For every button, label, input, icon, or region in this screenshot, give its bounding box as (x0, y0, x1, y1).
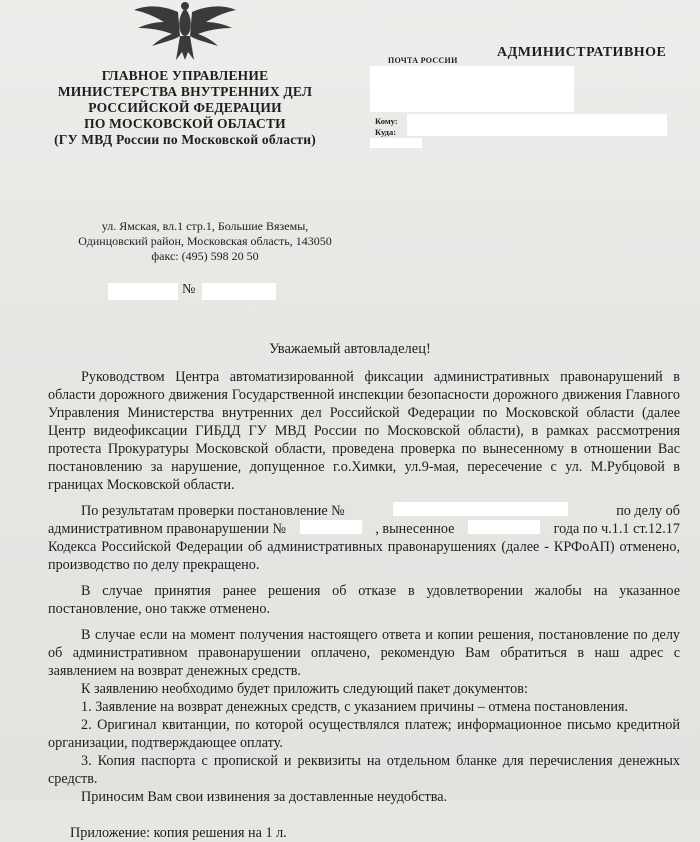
org-line: ГЛАВНОЕ УПРАВЛЕНИЕ (101, 68, 269, 83)
redacted-block (108, 283, 178, 300)
paragraph-line (48, 502, 680, 520)
org-line: ПО МОСКОВСКОЙ ОБЛАСТИ (84, 116, 286, 131)
paragraph: К заявлению необходимо будет приложить следующий пакет документов: (81, 681, 528, 697)
eagle-emblem-icon (120, 0, 250, 62)
paragraph-text: года по ч.1.1 ст.12.17 (553, 521, 680, 537)
list-item: 1. Заявление на возврат денежных средств, с указанием причины – отмена постановления. (81, 699, 629, 715)
list-item: 2. Оригинал квитанции, по которой осуществлялся платеж; информационное письмо кредитной организации, подтверждающее оплату. (48, 717, 680, 751)
attachment-note: Приложение: копия решения на 1 л. (70, 825, 287, 841)
paragraph: Кодекса Российской Федерации об административных правонарушениях (далее - КРФоАП) отменено, производство по делу прекращено. (48, 539, 680, 573)
to-label: Кому: (375, 116, 398, 126)
document-number-sign: № (182, 282, 196, 297)
paragraph-text: по делу об (616, 503, 680, 519)
organization-name (30, 68, 340, 148)
paragraph: Руководством Центра автоматизированной фиксации административных правонарушений в области дорожного движения Государственной инспекции безопасности дорожного движения Главного Управления Министерства внутренних дел Российской Федерации по Московской области (далее Центр видеофиксации ГИБДД ГУ МВД России по Московской области), в рамках рассмотрения протеста Прокуратуры Московской области, проведена проверка по вынесенному в отношении Вас постановлению за нарушение, допущенное г.о.Химки, ул.9-мая, пересечение с ул. М.Рубцовой в границах Московской области. (48, 369, 680, 493)
address-line: Одинцовский район, Московская область, 143050 (78, 234, 332, 248)
letter-body (48, 368, 680, 842)
redacted-block (393, 502, 568, 516)
where-label: Куда: (375, 127, 397, 137)
organization-address (60, 219, 350, 264)
org-line: (ГУ МВД России по Московской области) (54, 132, 316, 147)
list-item: 3. Копия паспорта с пропиской и реквизиты на отдельном бланке для перечисления денежных средств. (48, 753, 680, 787)
fax-line: факс: (495) 598 20 50 (151, 249, 259, 263)
redacted-block (370, 138, 422, 148)
redacted-block (300, 520, 362, 534)
mail-category: АДМИНИСТРАТИВНОЕ (497, 45, 667, 60)
redacted-block (202, 283, 276, 300)
paragraph: В случае принятия ранее решения об отказе в удовлетворении жалобы на указанное постановление, оно также отменено. (48, 583, 680, 617)
redacted-block (407, 114, 667, 136)
address-line: ул. Ямская, вл.1 стр.1, Большие Вяземы, (101, 219, 309, 233)
redacted-block (468, 520, 540, 534)
paragraph-text: По результатам проверки постановление № (81, 503, 345, 519)
apology: Приносим Вам свои извинения за доставленные неудобства. (81, 789, 448, 805)
paragraph: В случае если на момент получения настоящего ответа и копии решения, постановление по делу об административном правонарушении оплачено, рекомендую Вам обратиться в наш адрес с заявлением на возврат денежных средств. (48, 627, 680, 679)
org-line: МИНИСТЕРСТВА ВНУТРЕННИХ ДЕЛ (57, 84, 313, 99)
paragraph-text: , вынесенное (375, 521, 455, 537)
paragraph-text: административном правонарушении № (48, 521, 287, 537)
paragraph-line (48, 520, 680, 538)
org-line: РОССИЙСКОЙ ФЕДЕРАЦИИ (88, 100, 282, 115)
greeting: Уважаемый автовладелец! (269, 341, 431, 357)
post-label: ПОЧТА РОССИИ (388, 56, 458, 65)
redacted-block (370, 66, 574, 112)
